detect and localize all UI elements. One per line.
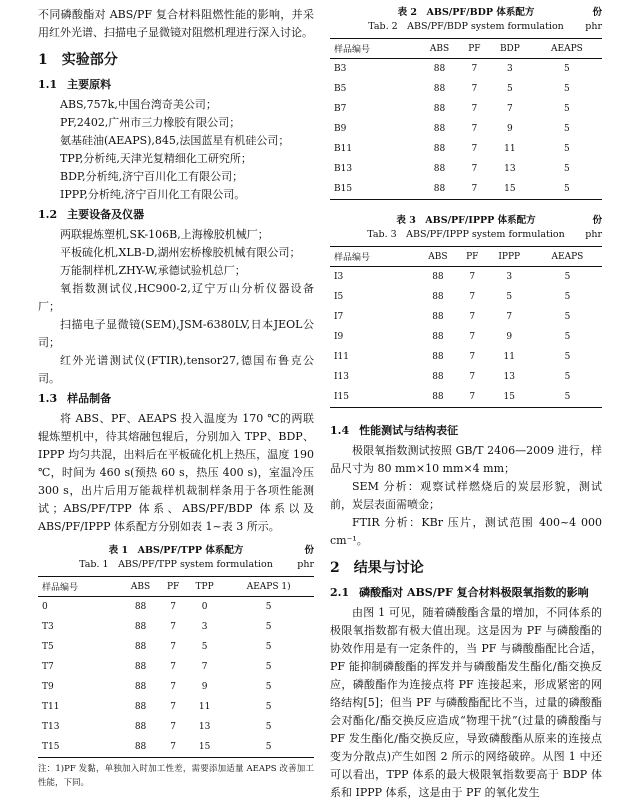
table-row [330, 79, 602, 99]
value-cell: 5 [265, 622, 272, 632]
value-cell: 3 [507, 64, 513, 74]
column-header: 样品编号 [38, 577, 121, 597]
subsection-title: 主要设备及仪器 [67, 208, 145, 221]
table-row [330, 59, 602, 80]
value-cell: 88 [134, 622, 147, 632]
material-item: IPPP,分析纯,济宁百川化工有限公司。 [60, 188, 246, 201]
value-cell: 5 [265, 722, 272, 732]
value-cell: 88 [432, 352, 444, 362]
value-cell: 11 [198, 702, 211, 712]
unit-cn: 份 [304, 545, 314, 556]
value-cell: 5 [223, 737, 314, 758]
value-cell: 88 [432, 292, 444, 302]
table-row [38, 597, 314, 618]
value-cell: 88 [134, 602, 147, 612]
left-column [38, 6, 314, 790]
test-paragraph: 极限氧指数测试按照 GB/T 2406—2009 进行，样品尺寸为 80 mm×10 mm×4 mm； [330, 444, 602, 475]
value-cell: 88 [433, 64, 446, 74]
value-cell: 5 [564, 124, 570, 134]
table-header-row [38, 577, 314, 597]
value-cell: 7 [506, 312, 513, 322]
subsection-1-3-heading [38, 390, 314, 408]
column-header: 样品编号 [330, 247, 417, 267]
subsection-title: 主要原料 [67, 78, 112, 91]
value-cell: 15 [186, 737, 223, 758]
table-caption-en [330, 228, 602, 242]
sample-id-cell: T5 [42, 642, 54, 652]
value-cell: 7 [469, 372, 476, 382]
value-cell: 7 [170, 602, 177, 612]
subsection-1-4-heading [330, 422, 602, 440]
value-cell: 5 [564, 352, 571, 362]
caption-text: 表 3 ABS/PF/IPPP 体系配方 [396, 215, 536, 226]
value-cell: 5 [564, 144, 570, 154]
value-cell: 88 [418, 179, 461, 200]
sample-id-cell: I7 [334, 312, 344, 322]
value-cell: 88 [432, 272, 444, 282]
column-header: PF [459, 247, 486, 267]
table-header-row [330, 247, 602, 267]
table-row [330, 159, 602, 179]
sample-id-cell: B5 [334, 84, 347, 94]
formulation-table [330, 246, 602, 408]
sample-id-cell: I9 [334, 332, 344, 342]
test-paragraph: SEM 分析：观察试样燃烧后的炭层形貌，测试前，炭层表面需喷金； [330, 480, 602, 511]
value-cell: 15 [486, 387, 533, 408]
value-cell: 7 [469, 332, 476, 342]
column-header: BDP [488, 39, 532, 59]
value-cell: 5 [564, 332, 571, 342]
caption-text: 表 1 ABS/PF/TPP 体系配方 [108, 545, 244, 556]
sample-id-cell: I15 [330, 387, 417, 408]
discussion-paragraph: 由图 1 可见，随着磷酸酯含量的增加，不同体系的极限氧指数都有极大值出现。这是因为 PF 与磷酸酯的协效作用是有一定条件的，当 PF 与磷酸酯配比合适，PF 能抑制磷酸酯的挥发并与磷酸酯发生酯化/酯交换反应，磷酸酯作为连接点将 PF 连接起来，形成紧密的网络结构[5]；但当 PF 与磷酸酯配比不当，过量的磷酸酯会对酯化/酯交换反应造成“物理干扰”(过量的磷酸酯与 PF 发生酯化/酯交换反应，导致磷酸酯从原来的连接点变为分散点)产生如图 2 所示的网络破碎。从图 1 中还可以看出，TPP 体系的最大极限氧指数要高于 BDP 体系和 IPPP 体系，这是由于 PF 的氧化发生 [330, 606, 602, 799]
table-row [38, 677, 314, 697]
table-row [38, 617, 314, 637]
table-row [330, 139, 602, 159]
value-cell: 88 [134, 682, 147, 692]
equipment-item: 红外光谱测试仪(FTIR),tensor27,德国布鲁克公司。 [38, 354, 314, 385]
formulation-table [38, 576, 314, 758]
subsection-1-2-heading [38, 206, 314, 224]
value-cell: 9 [506, 332, 513, 342]
sample-id-cell: I13 [334, 372, 350, 382]
value-cell: 7 [459, 387, 486, 408]
value-cell: 5 [532, 179, 602, 200]
value-cell: 88 [433, 104, 446, 114]
value-cell: 7 [170, 702, 177, 712]
value-cell: 88 [417, 387, 459, 408]
value-cell: 7 [160, 737, 185, 758]
table-row [330, 287, 602, 307]
unit-en: phr [585, 229, 602, 240]
section-1-heading [38, 50, 314, 70]
subsection-number: 1.1 [38, 78, 58, 91]
table-note: 注：1)PF 发黏，单独加入时加工性差，需要添加适量 AEAPS 改善加工性能，下同。 [38, 764, 314, 788]
sample-id-cell: B9 [334, 124, 347, 134]
value-cell: 15 [488, 179, 532, 200]
value-cell: 88 [432, 312, 444, 322]
table-row [330, 347, 602, 367]
column-header: IPPP [486, 247, 533, 267]
column-header: AEAPS 1) [223, 577, 314, 597]
sample-id-cell: I11 [334, 352, 350, 362]
sample-id-cell: I3 [334, 272, 344, 282]
material-item: TPP,分析纯,天津光复精细化工研究所； [60, 152, 252, 165]
value-cell: 5 [201, 642, 208, 652]
unit-en: phr [585, 21, 602, 32]
table-row [330, 267, 602, 288]
value-cell: 5 [507, 84, 513, 94]
intro-paragraph: 不同磷酸酯对 ABS/PF 复合材料阻燃性能的影响，并采用红外光谱、扫描电子显微镜对阻燃机理进行深入讨论。 [38, 8, 314, 39]
material-item: ABS,757k,中国台湾奇美公司； [60, 98, 217, 111]
column-header: ABS [417, 247, 459, 267]
prep-paragraph: 将 ABS、PF、AEAPS 投入温度为 170 ℃的两联辊炼塑机中，待其熔融包辊后，分别加入 TPP、BDP、IPPP 均匀共混，出料后在平板硫化机上热压，温度 190 ℃，时间为 460 s(预热 60 s，热压 400 s)，室温冷压 300 s，出片后用万能裁样机裁制样条用于各项性能测试；ABS/PF/TPP 体系、ABS/PF/BDP 体系以及 ABS/PF/IPPP 体系配方分别如表 1~表 3 所示。 [38, 412, 314, 533]
subsection-2-1-heading [330, 584, 602, 602]
value-cell: 13 [198, 722, 211, 732]
equipment-item: 扫描电子显微镜(SEM),JSM-6380LV,日本JEOL公司； [38, 318, 314, 349]
material-item: 氨基硅油(AEAPS),845,法国蓝星有机硅公司； [60, 134, 290, 147]
subsection-number: 2.1 [330, 586, 350, 599]
value-cell: 5 [564, 312, 571, 322]
value-cell: 13 [504, 164, 516, 174]
table-row [38, 697, 314, 717]
value-cell: 88 [134, 662, 147, 672]
section-number: 1 [38, 52, 48, 68]
value-cell: 88 [432, 332, 444, 342]
equipment-item: 平板硫化机,XLB-D,湖州宏桥橡胶机械有限公司； [60, 246, 301, 259]
value-cell: 88 [433, 164, 446, 174]
value-cell: 7 [469, 272, 476, 282]
table-caption-cn [330, 214, 602, 228]
value-cell: 7 [170, 622, 177, 632]
value-cell: 5 [564, 64, 570, 74]
column-header: TPP [186, 577, 223, 597]
value-cell: 11 [503, 352, 515, 362]
sample-id-cell: T13 [42, 722, 60, 732]
table-3 [330, 214, 602, 408]
table-caption-cn [330, 6, 602, 20]
right-column [330, 6, 602, 802]
sample-id-cell: T7 [42, 662, 54, 672]
value-cell: 7 [471, 64, 478, 74]
column-header: PF [160, 577, 185, 597]
value-cell: 7 [461, 179, 488, 200]
subsection-title: 磷酸酯对 ABS/PF 复合材料极限氧指数的影响 [359, 586, 589, 599]
value-cell: 7 [170, 642, 177, 652]
table-header-row [330, 39, 602, 59]
value-cell: 5 [265, 602, 272, 612]
table-row [330, 99, 602, 119]
value-cell: 0 [201, 602, 208, 612]
unit-cn: 份 [592, 215, 602, 226]
value-cell: 5 [506, 292, 513, 302]
column-header: 样品编号 [330, 39, 418, 59]
table-row [38, 737, 314, 758]
value-cell: 88 [433, 144, 446, 154]
value-cell: 3 [506, 272, 513, 282]
subsection-title: 性能测试与结构表征 [359, 424, 459, 437]
equipment-item: 氧指数测试仪,HC900-2,辽宁万山分析仪器设备厂； [38, 282, 314, 313]
value-cell: 7 [201, 662, 208, 672]
value-cell: 7 [170, 722, 177, 732]
value-cell: 88 [134, 702, 147, 712]
value-cell: 5 [265, 662, 272, 672]
value-cell: 5 [564, 104, 570, 114]
table-row [38, 637, 314, 657]
materials-list [38, 96, 314, 204]
value-cell: 3 [201, 622, 208, 632]
caption-text: Tab. 1 ABS/PF/TPP system formulation [79, 559, 273, 570]
value-cell: 5 [564, 84, 570, 94]
table-row [330, 327, 602, 347]
column-header: AEAPS [533, 247, 602, 267]
sample-id-cell: T9 [42, 682, 54, 692]
value-cell: 5 [564, 372, 571, 382]
sample-id-cell: T3 [42, 622, 54, 632]
column-header: ABS [121, 577, 161, 597]
value-cell: 7 [471, 84, 478, 94]
caption-text: Tab. 3 ABS/PF/IPPP system formulation [367, 229, 565, 240]
value-cell: 7 [507, 104, 513, 114]
value-cell: 7 [170, 682, 177, 692]
sample-id-cell: B15 [330, 179, 418, 200]
value-cell: 5 [564, 164, 570, 174]
value-cell: 5 [564, 292, 571, 302]
value-cell: 5 [265, 682, 272, 692]
sample-id-cell: B7 [334, 104, 347, 114]
formulation-table [330, 38, 602, 200]
subsection-1-1-heading [38, 76, 314, 94]
section-title: 结果与讨论 [353, 560, 424, 576]
value-cell: 88 [121, 737, 161, 758]
subsection-number: 1.3 [38, 392, 58, 405]
value-cell: 7 [471, 104, 478, 114]
subsection-title: 样品制备 [67, 392, 112, 405]
value-cell: 13 [503, 372, 515, 382]
table-caption-en [38, 558, 314, 572]
sample-id-cell: B13 [334, 164, 353, 174]
unit-cn: 份 [592, 7, 602, 18]
sample-id-cell: T11 [42, 702, 60, 712]
value-cell: 7 [469, 292, 476, 302]
value-cell: 88 [134, 642, 147, 652]
table-caption-cn [38, 544, 314, 558]
table-row [330, 387, 602, 408]
table-row [330, 179, 602, 200]
value-cell: 9 [201, 682, 208, 692]
value-cell: 5 [564, 272, 571, 282]
table-row [330, 367, 602, 387]
caption-text: 表 2 ABS/PF/BDP 体系配方 [397, 7, 535, 18]
value-cell: 9 [507, 124, 513, 134]
value-cell: 11 [504, 144, 516, 154]
value-cell: 88 [432, 372, 444, 382]
section-number: 2 [330, 560, 340, 576]
sample-id-cell: B3 [334, 64, 347, 74]
sample-id-cell: I5 [334, 292, 344, 302]
value-cell: 5 [265, 642, 272, 652]
column-header: AEAPS [532, 39, 602, 59]
value-cell: 88 [433, 124, 446, 134]
table-caption-en [330, 20, 602, 34]
value-cell: 7 [469, 312, 476, 322]
test-paragraph: FTIR 分析：KBr 压片，测试范围 400~4 000 cm⁻¹。 [330, 516, 602, 547]
value-cell: 7 [469, 352, 476, 362]
value-cell: 88 [134, 722, 147, 732]
material-item: BDP,分析纯,济宁百川化工有限公司； [60, 170, 244, 183]
column-header: PF [461, 39, 488, 59]
caption-text: Tab. 2 ABS/PF/BDP system formulation [368, 21, 564, 32]
value-cell: 88 [433, 84, 446, 94]
equipment-item: 万能制样机,ZHY-W,承德试验机总厂； [60, 264, 246, 277]
table-row [330, 307, 602, 327]
sample-id-cell: B11 [334, 144, 353, 154]
section-2-heading [330, 558, 602, 578]
value-cell: 7 [471, 144, 478, 154]
equipment-item: 两联辊炼塑机,SK-106B,上海橡胶机械厂； [60, 228, 269, 241]
subsection-number: 1.2 [38, 208, 58, 221]
section-title: 实验部分 [61, 52, 118, 68]
table-1 [38, 544, 314, 790]
table-2 [330, 6, 602, 200]
value-cell: 5 [265, 702, 272, 712]
value-cell: 7 [471, 164, 478, 174]
sample-id-cell: T15 [38, 737, 121, 758]
table-row [38, 657, 314, 677]
value-cell: 7 [471, 124, 478, 134]
material-item: PF,2402,广州市三力橡胶有限公司； [60, 116, 241, 129]
sample-id-cell: 0 [42, 602, 48, 612]
value-cell: 5 [533, 387, 602, 408]
column-header: ABS [418, 39, 461, 59]
subsection-number: 1.4 [330, 424, 350, 437]
value-cell: 7 [170, 662, 177, 672]
table-row [38, 717, 314, 737]
equipment-list [38, 226, 314, 388]
unit-en: phr [297, 559, 314, 570]
table-row [330, 119, 602, 139]
